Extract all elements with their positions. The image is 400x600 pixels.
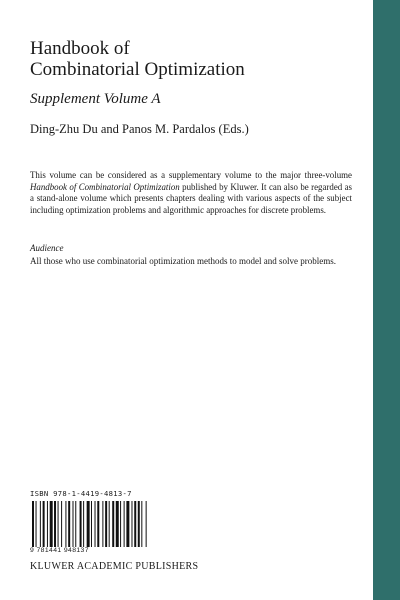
barcode <box>30 501 190 547</box>
barcode-bar <box>112 501 114 547</box>
barcode-bar <box>58 501 59 547</box>
barcode-bar <box>36 501 37 547</box>
barcode-bar <box>120 501 121 547</box>
barcode-bar <box>102 501 103 547</box>
barcode-bar <box>116 501 119 547</box>
audience-text: All those who use combinatorial optimization methods to model and solve problems. <box>30 256 336 266</box>
description <box>30 170 352 216</box>
barcode-bar <box>109 501 110 547</box>
barcode-bar <box>134 501 136 547</box>
barcode-bar <box>65 501 66 547</box>
barcode-bar <box>80 501 82 547</box>
barcode-bar <box>68 501 70 547</box>
barcode-digits: 9 781441 948137 <box>30 547 89 554</box>
description-italic-title: Handbook of Combinatorial Optimization <box>30 181 180 192</box>
barcode-bar <box>47 501 48 547</box>
book-title <box>30 38 245 80</box>
barcode-bar <box>97 501 99 547</box>
barcode-bar <box>105 501 107 547</box>
audience-heading: Audience <box>30 243 64 253</box>
barcode-bar <box>61 501 62 547</box>
barcode-bar <box>141 501 142 547</box>
barcode-bar <box>40 501 41 547</box>
barcode-bar <box>87 501 90 547</box>
barcode-bar <box>131 501 132 547</box>
barcode-bar <box>138 501 140 547</box>
barcode-bar <box>124 501 125 547</box>
barcode-bar <box>95 501 96 547</box>
editors: Ding-Zhu Du and Panos M. Pardalos (Eds.) <box>30 122 249 136</box>
barcode-bar <box>54 501 56 547</box>
barcode-bar <box>43 501 45 547</box>
barcode-bar <box>50 501 53 547</box>
publisher: KLUWER ACADEMIC PUBLISHERS <box>30 561 199 572</box>
description-part-2: published by Kluwer. It can also be regarded as a stand-alone volume which presents chapters dealing with various aspects of the subject including optimization problems and algorithmic approaches for discrete problems. <box>30 181 353 215</box>
barcode-bar <box>91 501 92 547</box>
barcode-bar <box>146 501 147 547</box>
spine-band <box>373 0 400 600</box>
barcode-bar <box>32 501 34 547</box>
barcode-bar <box>83 501 84 547</box>
barcode-bar <box>75 501 76 547</box>
description-part-1: This volume can be considered as a supplementary volume to the major three-volume <box>30 170 352 180</box>
title-line-1: Handbook of <box>30 38 130 59</box>
barcode-bar <box>126 501 129 547</box>
isbn: ISBN 978-1-4419-4813-7 <box>30 489 132 498</box>
book-subtitle: Supplement Volume A <box>30 91 161 107</box>
barcode-bar <box>73 501 74 547</box>
title-line-2: Combinatorial Optimization <box>30 59 245 80</box>
